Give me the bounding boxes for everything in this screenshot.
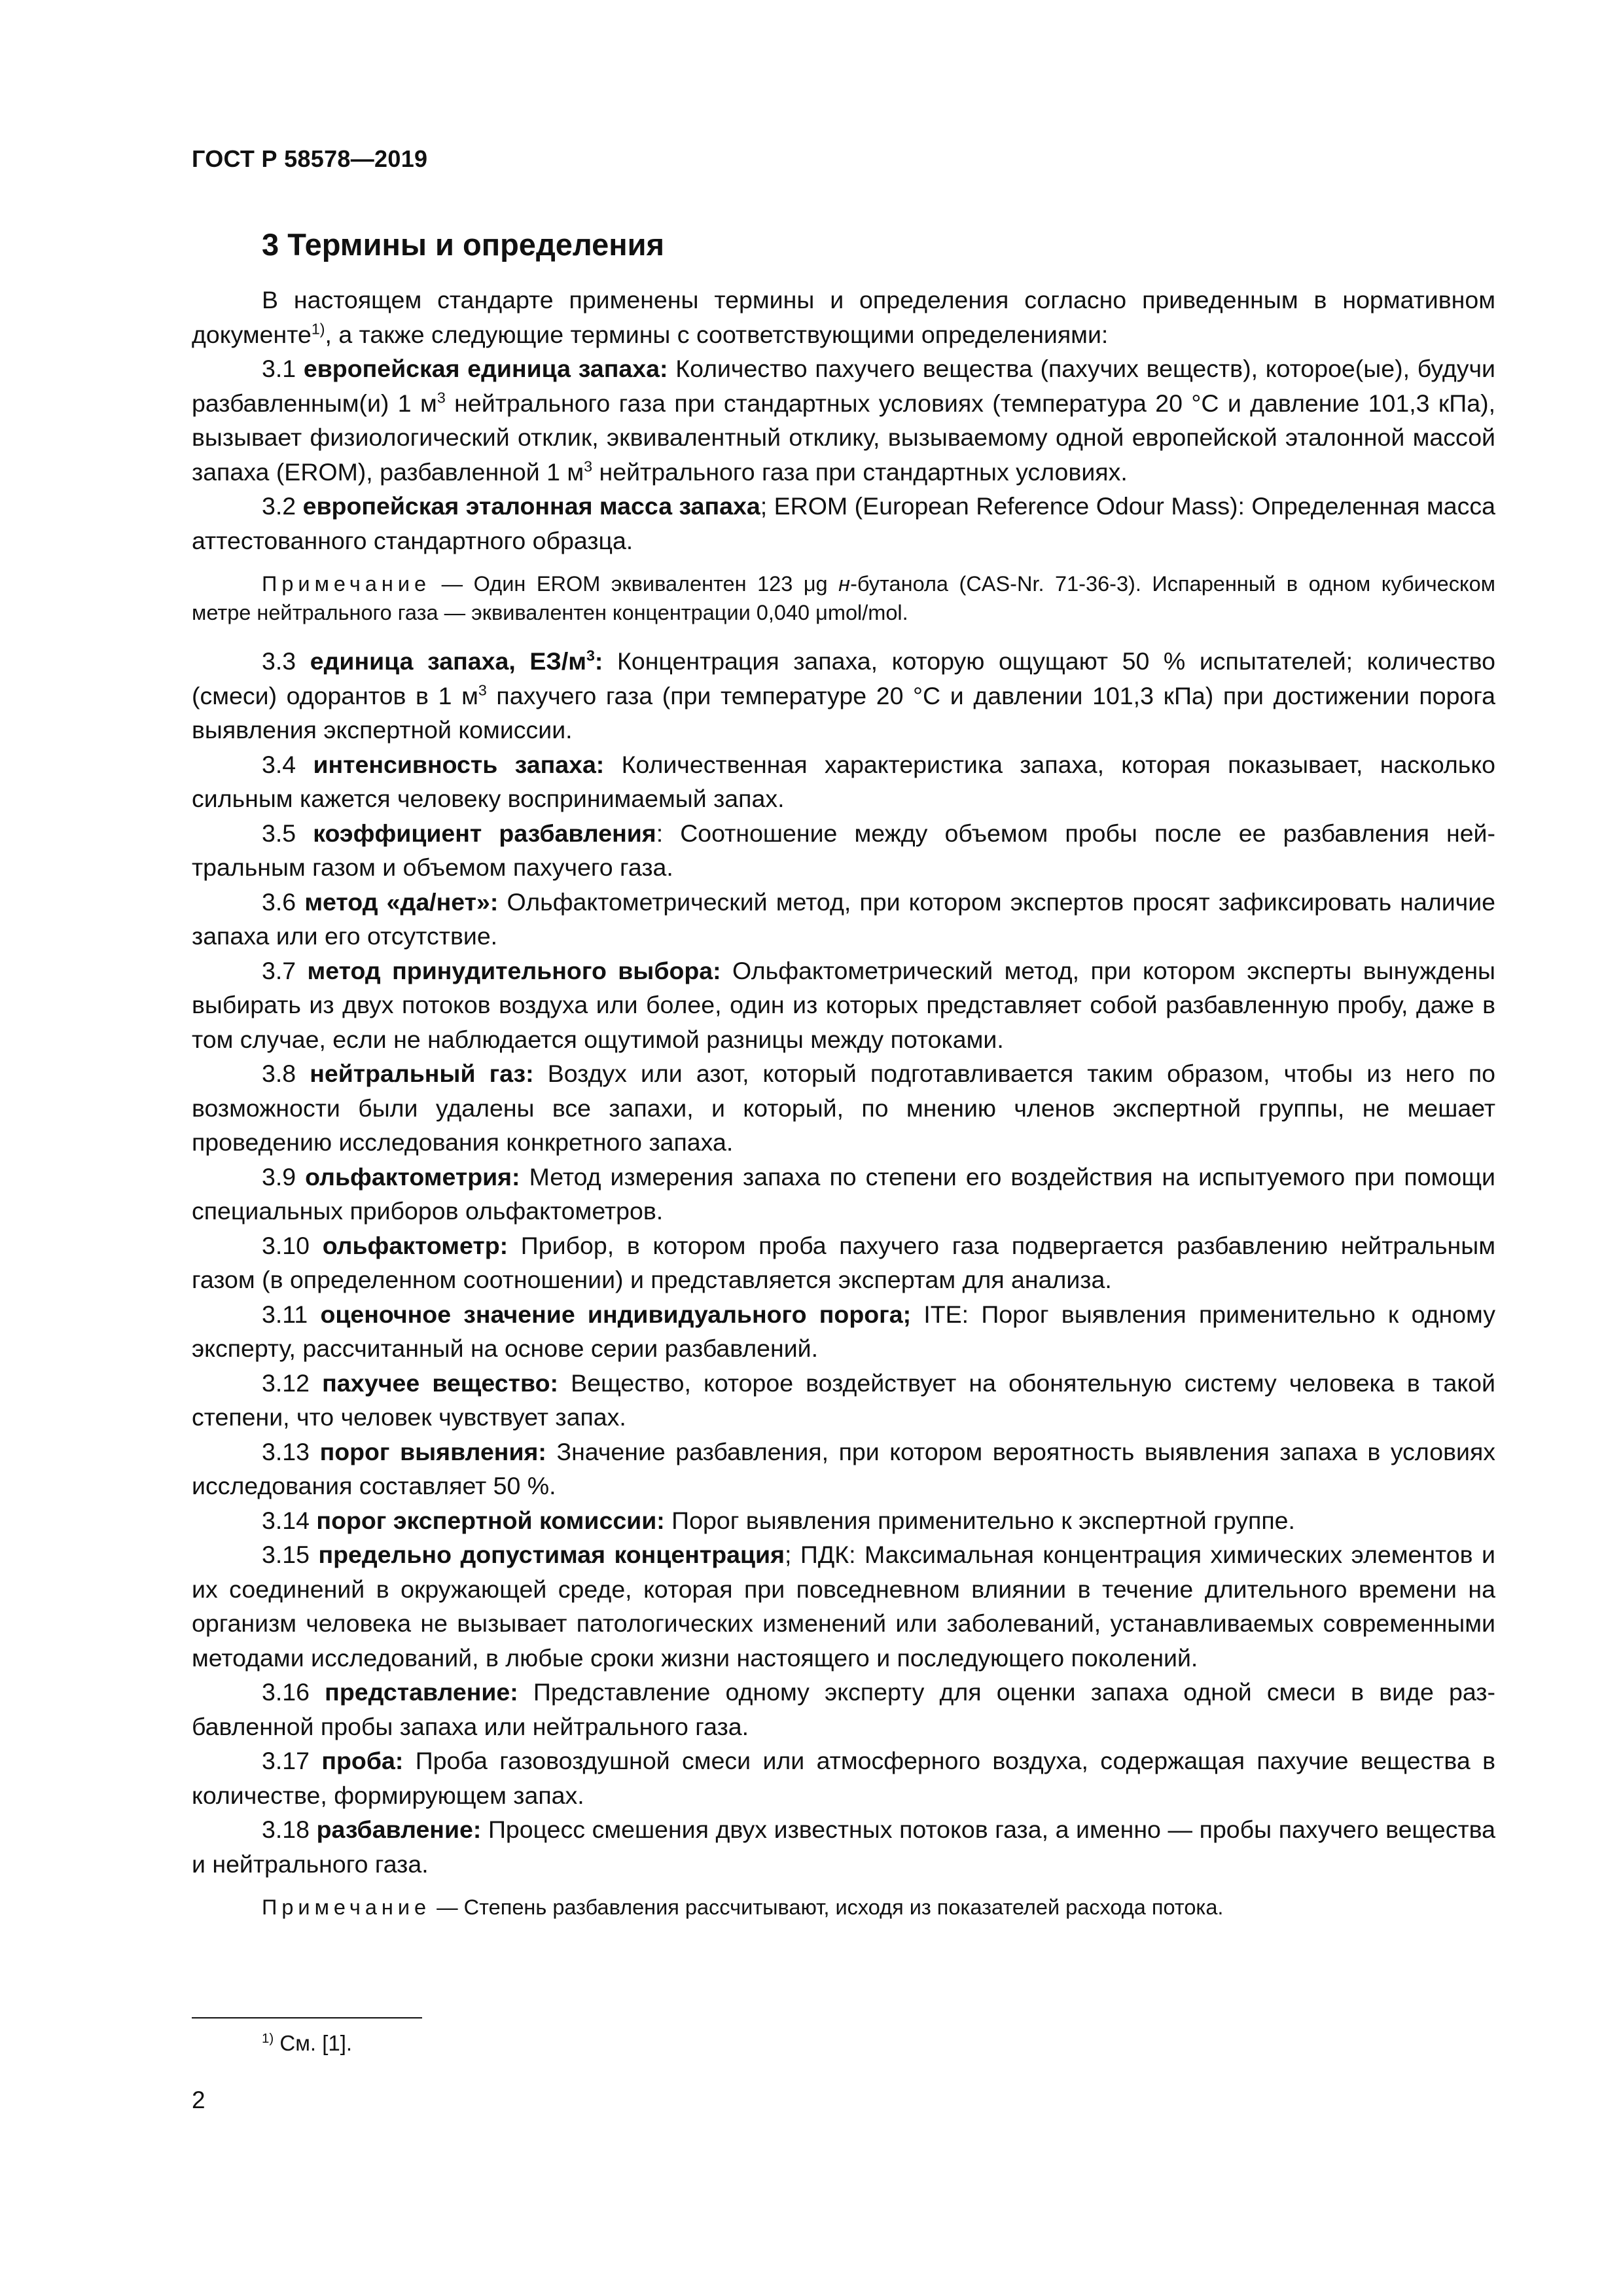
term-3-10: 3.10 ольфактометр: Прибор, в котором проба пахучего газа подвергается разбавлению нейтральным газом (в определенном соотношении) и представляется экспертам для анализа.	[192, 1231, 1495, 1293]
term-3-6: 3.6 метод «да/нет»: Ольфактометрический метод, при котором экспертов просят зафиксировать наличие запаха или его отсутствие.	[192, 888, 1496, 950]
term-3-9: 3.9 ольфактометрия: Метод измерения запаха по степени его воздействия на испытуемого при помощи специальных приборов ольфактометров.	[192, 1162, 1495, 1225]
term-3-13: 3.13 порог выявления: Значение разбавления, при котором вероятность выявления запаха в условиях исследования составляет 50 %.	[192, 1437, 1495, 1499]
term-3-4: 3.4 интенсивность запаха: Количественная характеристика запаха, которая показывает, насколько сильным кажется человеку воспринимаемый запах.	[192, 750, 1496, 812]
term-3-5: 3.5 коэффициент разбавления: Соотношение между объемом пробы после ее разбавления нейтральным газом и объемом пахучего газа.	[192, 819, 1495, 881]
term-3-16: 3.16 представление: Представление одному эксперту для оценки запаха одной смеси в виде разбавленной пробы запаха или нейтрального газа.	[192, 1678, 1495, 1740]
note-2: Примечание — Степень разбавления рассчитывают, исходя из показателей расхода потока.	[262, 1895, 1224, 1919]
standard-id-header: ГОСТ Р 58578—2019	[192, 145, 428, 172]
note-1: Примечание — Один EROM эквивалентен 123 μg н-бутанола (CAS-Nr. 71-36-3). Испаренный в одном кубическом метре нейтрального газа — эквивалентен концентрации 0,040 μmol/mol.	[192, 572, 1496, 624]
term-3-14: 3.14 порог экспертной комиссии: Порог выявления применительно к экспертной группе.	[262, 1506, 1295, 1534]
page-number: 2	[192, 2087, 205, 2113]
term-3-8: 3.8 нейтральный газ: Воздух или азот, который подготавливается таким образом, чтобы из него по возможности были удалены все запахи, и который, по мнению членов экспертной группы, не мешает проведению исследования конкретного запаха.	[192, 1060, 1495, 1156]
term-3-7: 3.7 метод принудительного выбора: Ольфактометрический метод, при котором эксперты вынуждены выбирать из двух потоков воздуха или более, один из которых представляет собой разбавленную пробу, даже в том случае, если не наблюдается ощутимой разницы между потоками.	[192, 956, 1495, 1053]
term-3-15: 3.15 предельно допустимая концентрация; ПДК: Максимальная концентрация химических элементов и их соединений в окружающей среде, которая при повседневном влиянии в течение длительного времени на организм человека не вызывает патологических изменений или заболеваний, устанавливаемых современными методами исследований, в любые сроки жизни настоящего и последующего поколений.	[192, 1541, 1495, 1672]
term-3-17: 3.17 проба: Проба газовоздушной смеси или атмосферного воздуха, содержащая пахучие вещества в количестве, формирующем запах.	[192, 1747, 1496, 1809]
footnote-divider	[192, 2017, 422, 2018]
term-3-2: 3.2 европейская эталонная масса запаха; EROM (European Reference Odour Mass): Определенная масса аттестованного стандартного образца.	[192, 492, 1496, 554]
intro-paragraph: В настоящем стандарте применены термины и определения согласно приведенным в нормативном документе$^{1)}$, а также следующие термины с соответствующими определениями:	[192, 286, 1495, 348]
term-3-18: 3.18 разбавление: Процесс смешения двух известных потоков газа, а именно — пробы пахучего вещества и нейтрального газа.	[192, 1816, 1495, 1878]
term-3-11: 3.11 оценочное значение индивидуального порога; ITE: Порог выявления применительно к одному эксперту, рассчитанный на основе серии разбавлений.	[192, 1300, 1495, 1362]
section-title: 3 Термины и определения	[262, 227, 664, 262]
footnote: $^{1)}$ См. [1].	[262, 2031, 353, 2055]
term-3-3: 3.3 единица запаха, $ЕЗ/м^3$: Концентрация запаха, которую ощущают 50 % испытателей; количество (смеси) одорантов в 1 $м^3$ пахучего газа (при температуре 20 °С и давлении 101,3 кПа) при достижении порога выявления экспертной комиссии.	[192, 647, 1496, 744]
terms-body	[192, 283, 1495, 1939]
term-3-1: 3.1 европейская единица запаха: Количество пахучего вещества (пахучих веществ), которое(ые), будучи разбавленным(и) 1 $м^3$ нейтрального газа при стандартных условиях (температура 20 °С и давление 101,3 кПа), вызывает физиологический отклик, эквивалентный отклику, вызываемому одной европейской эталонной массой запаха (EROM), разбавленной 1 $м^3$ нейтрального газа при стандартных условиях.	[192, 355, 1495, 486]
footnote-ref[interactable]: 1)	[311, 320, 325, 337]
term-3-12: 3.12 пахучее вещество: Вещество, которое воздействует на обонятельную систему человека в такой степени, что человек чувствует запах.	[192, 1369, 1495, 1431]
